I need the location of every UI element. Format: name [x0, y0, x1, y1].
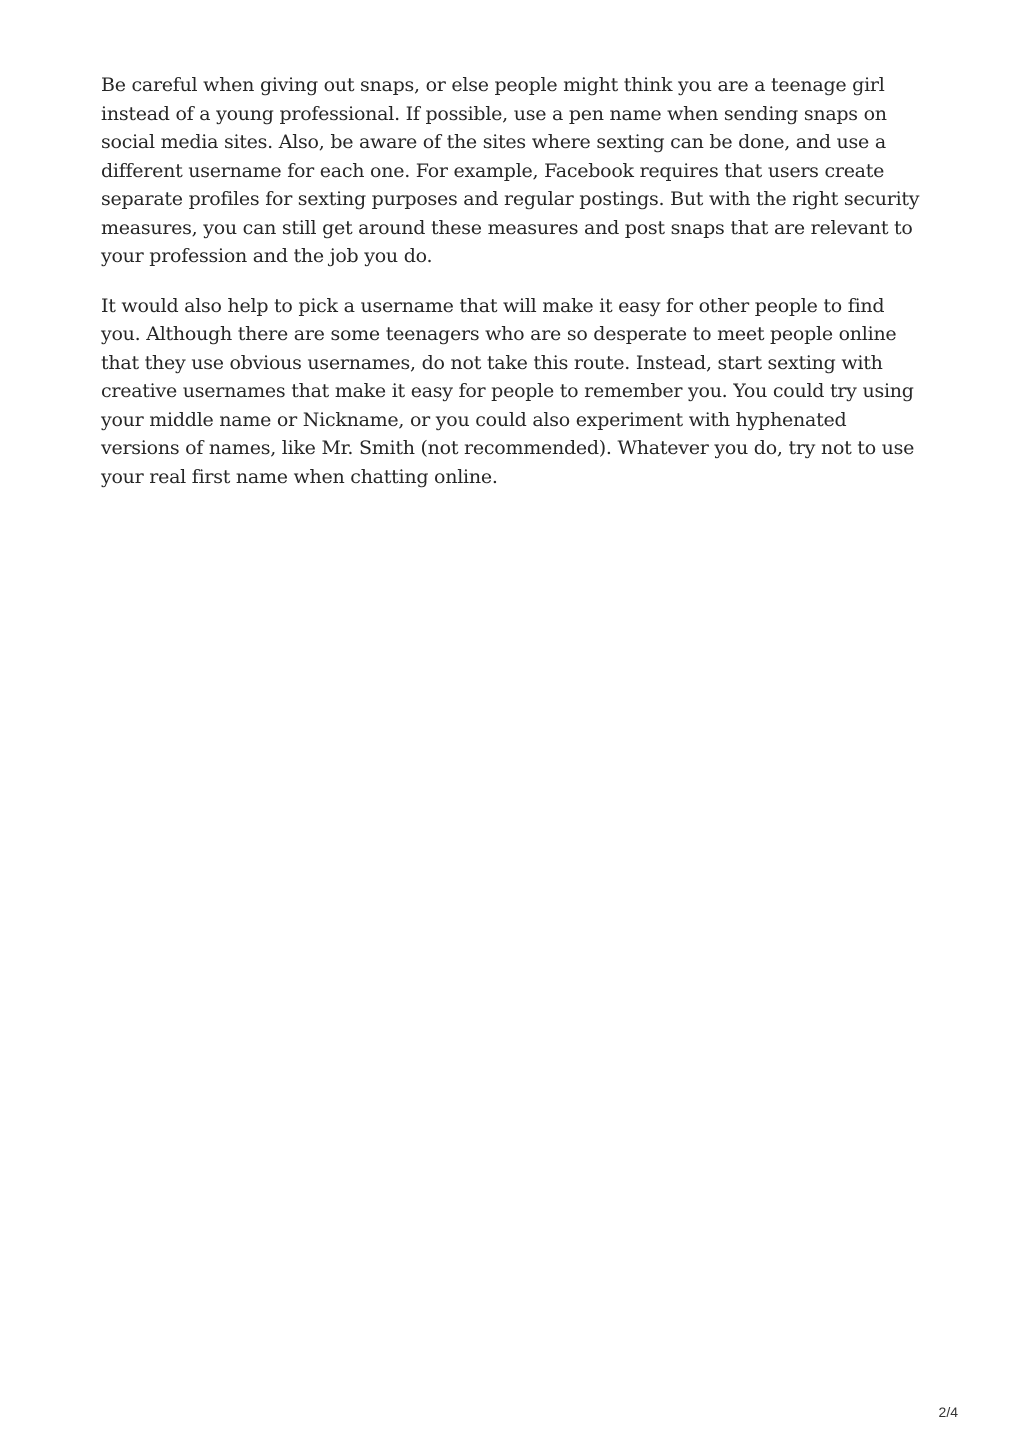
document-body [101, 71, 925, 512]
body-paragraph: Be careful when giving out snaps, or else people might think you are a teenage girl instead of a young professional. If possible, use a pen name when sending snaps on social media sites. Also, be aware of the sites where sexting can be done, and use a different username for each one. For example, Facebook requires that users create separate profiles for sexting purposes and regular postings. But with the right security measures, you can still get around these measures and post snaps that are relevant to your profession and the job you do. [101, 74, 920, 267]
page-number: 2/4 [938, 1404, 958, 1420]
body-paragraph: It would also help to pick a username that will make it easy for other people to find you. Although there are some teenagers who are so desperate to meet people online that they use obvious usernames, do not take this route. Instead, start sexting with creative usernames that make it easy for people to remember you. You could try using your middle name or Nickname, or you could also experiment with hyphenated versions of names, like Mr. Smith (not recommended). Whatever you do, try not to use your real first name when chatting online. [101, 294, 915, 488]
